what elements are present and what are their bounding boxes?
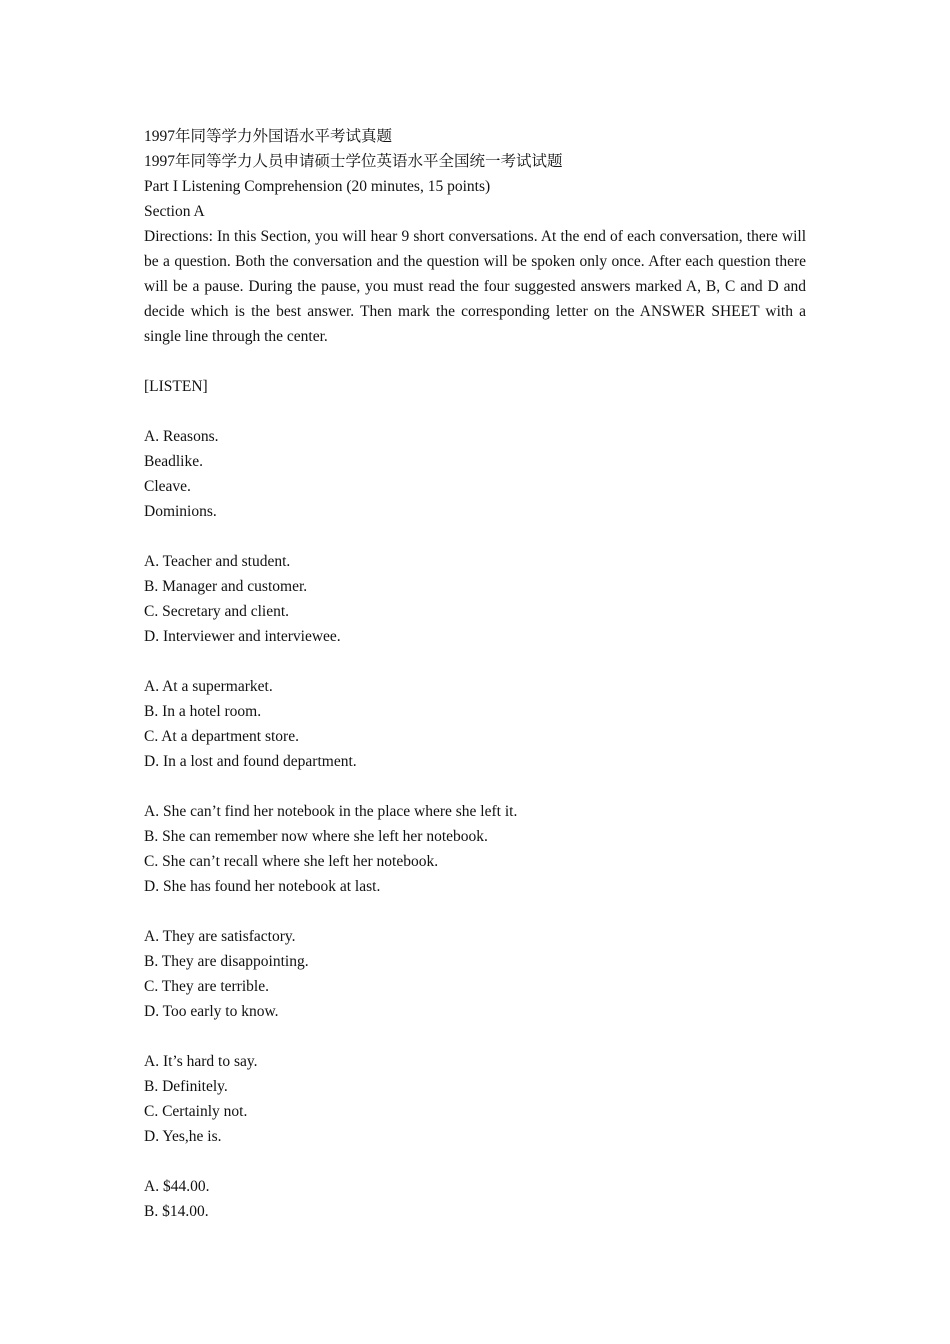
document-page [144, 124, 806, 1224]
answer-option: D. Too early to know. [144, 1003, 279, 1020]
question-block [144, 1174, 806, 1224]
answer-option: B. $14.00. [144, 1203, 209, 1220]
answer-option: A. It’s hard to say. [144, 1053, 258, 1070]
answer-option: C. At a department store. [144, 728, 299, 745]
answer-option: C. They are terrible. [144, 978, 269, 995]
answer-option: C. She can’t recall where she left her notebook. [144, 853, 439, 870]
question-block [144, 424, 806, 524]
answer-option: Dominions. [144, 503, 217, 520]
document-subtitle: 1997年同等学力人员申请硕士学位英语水平全国统一考试试题 [144, 153, 563, 170]
question-block [144, 799, 806, 899]
answer-option: B. They are disappointing. [144, 953, 309, 970]
answer-option: Cleave. [144, 478, 191, 495]
answer-option: A. They are satisfactory. [144, 928, 296, 945]
answer-option: Beadlike. [144, 453, 203, 470]
question-block [144, 924, 806, 1024]
answer-option: B. Definitely. [144, 1078, 228, 1095]
answer-option: A. She can’t find her notebook in the place where she left it. [144, 803, 518, 820]
answer-option: A. $44.00. [144, 1178, 210, 1195]
answer-option: B. Manager and customer. [144, 578, 308, 595]
listen-marker: [LISTEN] [144, 378, 208, 395]
answer-option: D. She has found her notebook at last. [144, 878, 381, 895]
answer-option: D. Interviewer and interviewee. [144, 628, 341, 645]
answer-option: A. Reasons. [144, 428, 219, 445]
spacer [144, 399, 806, 424]
answer-option: D. Yes,he is. [144, 1128, 222, 1145]
document-title: 1997年同等学力外国语水平考试真题 [144, 128, 393, 145]
answer-option: B. She can remember now where she left her notebook. [144, 828, 488, 845]
question-block [144, 674, 806, 774]
answer-option: C. Certainly not. [144, 1103, 248, 1120]
answer-option: A. At a supermarket. [144, 678, 273, 695]
answer-option: D. In a lost and found department. [144, 753, 357, 770]
answer-option: B. In a hotel room. [144, 703, 262, 720]
question-block [144, 549, 806, 649]
section-heading: Section A [144, 203, 205, 220]
answer-option: A. Teacher and student. [144, 553, 291, 570]
question-block [144, 1049, 806, 1149]
directions-paragraph: Directions: In this Section, you will hear 9 short conversations. At the end of each conversation, there will be a question. Both the conversation and the question will be spoken only once. After each question there will be a pause. During the pause, you must read the four suggested answers marked A, B, C and D and decide which is the best answer. Then mark the corresponding letter on the ANSWER SHEET with a single line through the center. [144, 228, 806, 345]
answer-option: C. Secretary and client. [144, 603, 290, 620]
part-heading: Part I Listening Comprehension (20 minutes, 15 points) [144, 178, 491, 195]
spacer [144, 349, 806, 374]
